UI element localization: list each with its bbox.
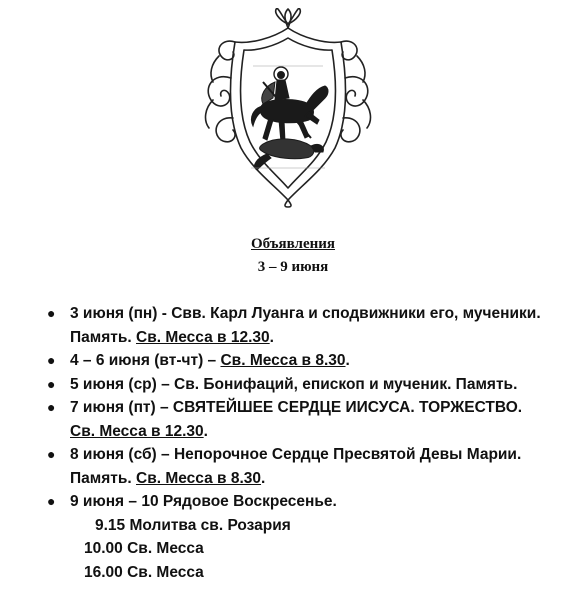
list-item bbox=[0, 373, 586, 397]
mass-time-link: Св. Месса в 12.30 bbox=[136, 328, 270, 346]
item-text-line2 bbox=[70, 326, 586, 350]
list-item bbox=[0, 443, 586, 490]
item-suffix: . bbox=[345, 352, 350, 369]
item-text-line2 bbox=[70, 420, 586, 444]
coat-of-arms-emblem bbox=[193, 8, 383, 208]
item-prefix: Память. bbox=[70, 328, 137, 346]
announcements-dates: 3 – 9 июня bbox=[257, 259, 329, 275]
mass-time-link: Св. Месса в 8.30 bbox=[220, 352, 346, 369]
bullet-icon: ● bbox=[47, 446, 56, 462]
item-text: 8 июня (сб) – Непорочное Сердце Пресвятой Девы Марии. bbox=[70, 446, 522, 463]
schedule-rosary: 9.15 Молитва св. Розария bbox=[95, 516, 291, 534]
bullet-icon: ● bbox=[47, 375, 56, 392]
bullet-icon: ● bbox=[47, 493, 56, 509]
bullet-icon: ● bbox=[47, 352, 56, 368]
mass-time-link: Св. Месса в 12.30 bbox=[70, 422, 204, 440]
bullet-icon: ● bbox=[47, 305, 56, 321]
item-text: 7 июня (пт) – СВЯТЕЙШЕЕ СЕРДЦЕ ИИСУСА. ТОРЖЕСТВО. bbox=[70, 399, 523, 416]
schedule-mass-10: 10.00 Св. Месса bbox=[84, 540, 204, 557]
item-prefix: Память. bbox=[70, 469, 137, 487]
announcement-list bbox=[0, 302, 586, 584]
announcements-title: Объявления bbox=[250, 236, 336, 252]
item-text: 9 июня – 10 Рядовое Воскресенье. bbox=[70, 493, 337, 510]
item-text-line bbox=[70, 349, 586, 373]
mass-time-link: Св. Месса в 8.30 bbox=[136, 469, 262, 487]
item-suffix: . bbox=[203, 422, 208, 440]
item-text: 5 июня (ср) – Св. Бонифаций, епископ и мученик. Память. bbox=[70, 375, 518, 393]
list-item bbox=[0, 396, 586, 443]
item-text-line2 bbox=[70, 467, 586, 491]
list-item bbox=[0, 490, 586, 514]
schedule-mass-16: 16.00 Св. Месса bbox=[84, 563, 204, 581]
item-suffix: . bbox=[261, 469, 266, 487]
list-item bbox=[0, 349, 586, 373]
item-suffix: . bbox=[269, 328, 274, 346]
list-item bbox=[0, 302, 586, 349]
bullet-icon: ● bbox=[47, 399, 56, 415]
item-prefix: 4 – 6 июня (вт-чт) – bbox=[70, 352, 221, 369]
item-text: 3 июня (пн) - Свв. Карл Луанга и сподвижники его, мученики. bbox=[70, 305, 541, 322]
